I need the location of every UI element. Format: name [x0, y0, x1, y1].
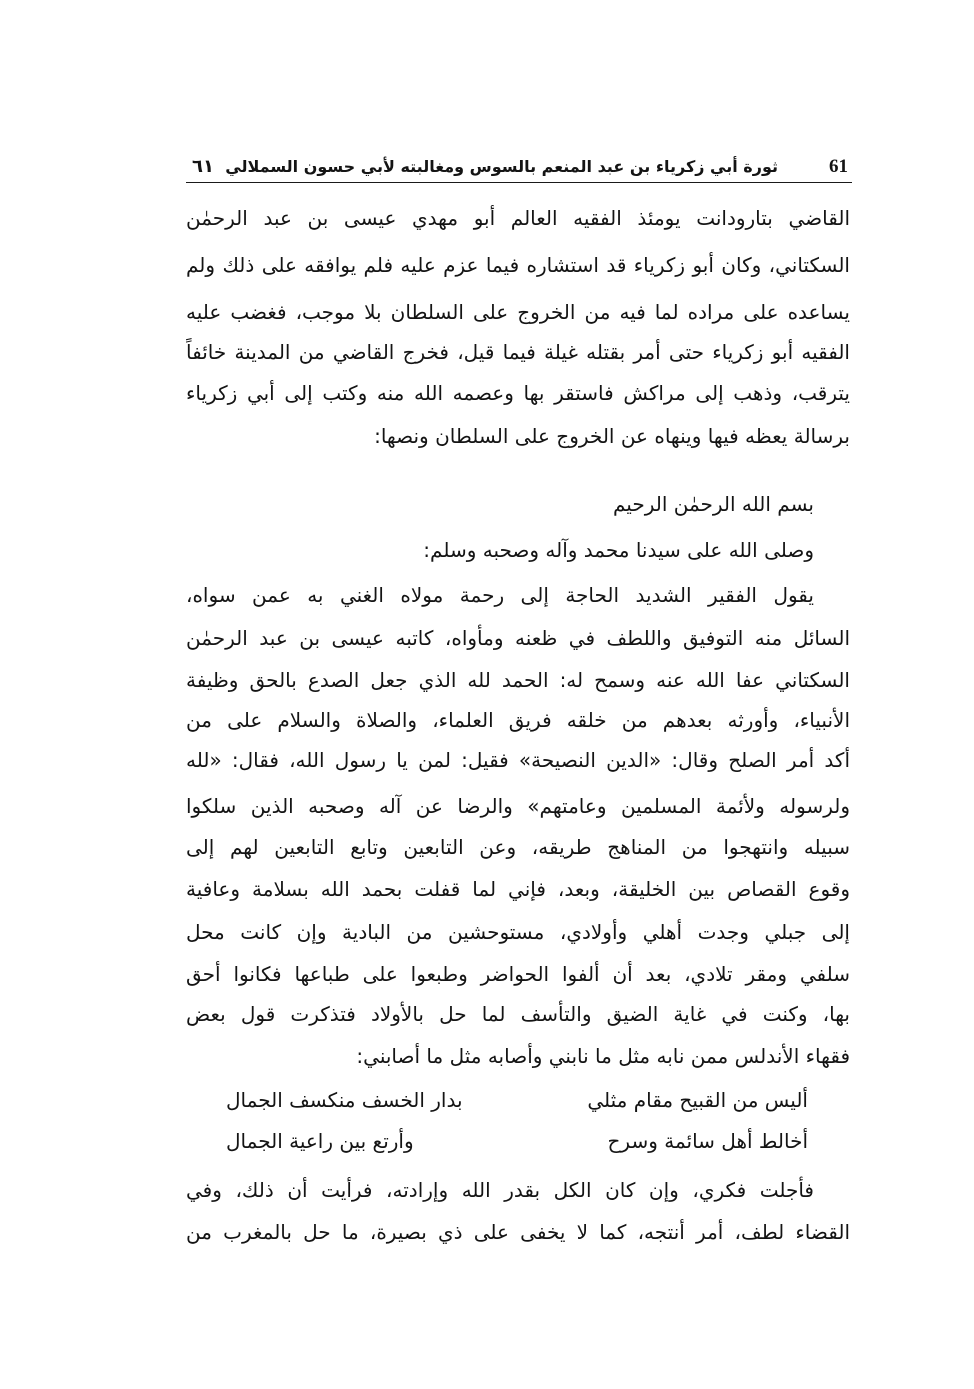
page-number-arabic: ٦١ [192, 156, 214, 177]
text-line: القضاء لطف، أمر أنتجه، كما لا يخفى على ذي بصيرة، ما حل بالمغرب من [186, 1220, 850, 1244]
text-line: يترقب، وذهب إلى مراكش فاستقر بها وعصمه الله منه وكتب إلى أبي زكرياء [186, 381, 850, 405]
text-line: فقهاء الأندلس ممن نابه مثل ما نابني وأصابه مثل ما أصابني: [356, 1044, 850, 1068]
verse-2-first-hemistich: أخالط أهل سائمة وسرح [607, 1129, 808, 1153]
text-line: سلفي ومقر تلادي، بعد أن ألفوا الحواضر وطبعوا على طباعها فكانوا أحق [186, 962, 850, 986]
text-line: وقوع القصاص بين الخليقة، وبعد، فإني لما قفلت بحمد الله بسلامة وعافية [186, 877, 850, 901]
running-title: ثورة أبي زكرياء بن عبد المنعم بالسوس ومغالبته لأبي حسون السملالي [225, 157, 778, 176]
text-line: السائل منه التوفيق واللطف في ظعنه ومأواه، كاتبه عيسى بن عبد الرحمٰن [186, 626, 850, 650]
header-rule [186, 182, 852, 183]
text-line: بها، وكنت في غاية الضيق والتأسف لما حل بالأولاد فتذكرت قول بعض [186, 1002, 850, 1026]
salutation-line: وصلى الله على سيدنا محمد وآله وصحبه وسلم: [423, 538, 814, 562]
text-line: أكد أمر الصلح وقال: «الدين النصيحة» فقيل: لمن يا رسول الله، فقال: «لله [186, 748, 850, 772]
page-header [186, 154, 850, 180]
text-line: برسالة يعظه فيها وينهاه عن الخروج على السلطان ونصها: [374, 424, 850, 448]
text-line: يقول الفقير الشديد الحاجة إلى رحمة مولاه الغني به عمن سواه، [186, 583, 814, 607]
verse-1-second-hemistich: بدار الخسف منكسف الجمال [226, 1088, 463, 1112]
text-line: إلى جبلي وجدت أهلي وأولادي، مستوحشين من البادية وإن كانت محل [186, 920, 850, 944]
verse-2-second-hemistich: وأرتع بين راعية الجمال [226, 1129, 414, 1153]
text-line: الأنبياء، وأورثه بعدهم من خلقه فريق العلماء، والصلاة والسلام على من [186, 708, 850, 732]
text-line: السكتاني، وكان أبو زكرياء قد استشاره فيما عزم عليه فلم يوافقه على ذلك ولم [186, 253, 850, 277]
text-line: ولرسوله ولأئمة المسلمين وعامتهم» والرضا عن آله وصحبه الذين سلكوا [186, 794, 850, 818]
text-line: سبيله وانتهجوا من المناهج طريقه، وعن التابعين وتابع التابعين لهم إلى [186, 835, 850, 859]
text-line: يساعده على مراده لما فيه من الخروج على السلطان بلا موجب، فغضب عليه [186, 300, 850, 324]
text-line: الفقيه أبو زكرياء حتى أمر بقتله غيلة فيما قيل، فخرج القاضي من المدينة خائفاً [186, 340, 850, 364]
text-line: القاضي بتارودانت يومئذ الفقيه العالم أبو مهدي عيسى بن عبد الرحمٰن [186, 206, 850, 230]
text-line: السكتاني عفا الله عنه وسمح له: الحمد لله الذي جعل الصدع بالحق وظيفة [186, 668, 850, 692]
text-line: فأجلت فكري، وإن كان الكل بقدر الله وإرادته، فرأيت أن ذلك، وفي [186, 1178, 814, 1202]
page-number-latin: 61 [829, 156, 848, 177]
basmala-line: بسم الله الرحمٰن الرحيم [612, 492, 814, 516]
verse-1-first-hemistich: أليس من القبيح مقام مثلي [587, 1088, 808, 1112]
